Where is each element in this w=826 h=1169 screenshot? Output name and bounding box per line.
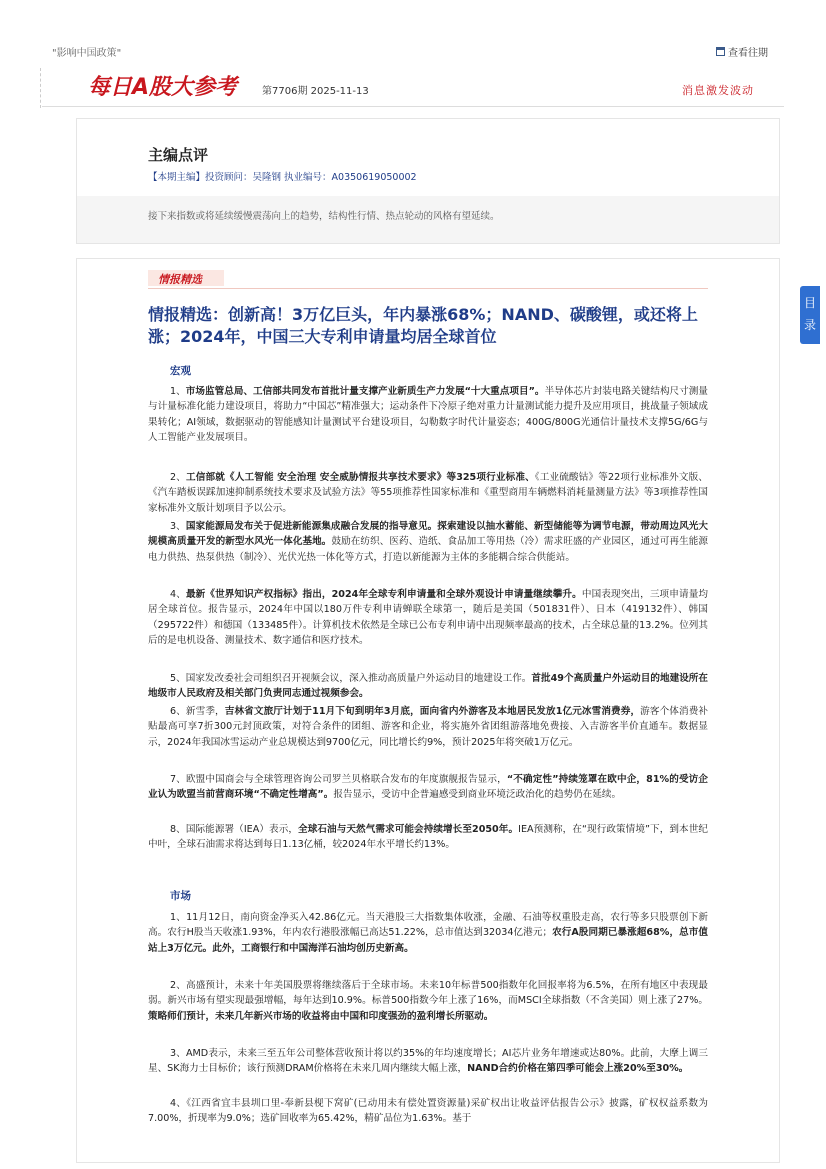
newsletter-header [42, 62, 784, 107]
market-item-4: 4、《江西省宜丰县圳口里-奉新县枧下窝矿(已动用未有偿处置资源量)采矿权出让收益评估报告公示》披露，矿权权益系数为7.00%，折现率为9.0%；选矿回收率为65.42%，精矿品位为1.63%。基于 [148, 1098, 708, 1125]
slogan: 消息激发波动 [682, 84, 754, 97]
source-label: "影响中国政策" [52, 48, 122, 59]
macro-item-4: 4、最新《世界知识产权指标》指出，2024年全球专利申请量和全球外观设计申请量继续攀升。中国表现突出，三项申请量均居全球首位。报告显示，2024年中国以180万件专利申请蝉联全球第一，随后是美国（501831件）、日本（419132件）、韩国（295722件）和德国（133485件）。计算机技术依然是全球已公布专利申请中出现频率最高的技术，占全球总量的13.2%。位列其后的是电机设备、测量技术、数字通信和医疗技术。 [148, 589, 709, 647]
editor-title: 主编点评 [148, 146, 209, 164]
market-item-1: 1、11月12日，南向资金净买入42.86亿元。当天港股三大指数集体收涨，金融、石油等权重股走高，农行等多只股票创下新高。农行H股当天收涨1.93%，年内农行港股涨幅已高达51.22%，总市值达到32034亿港元；农行A股同期已暴涨超68%，总市值站上3万亿元。此外，工商银行和中国海洋石油均创历史新高。 [148, 912, 708, 954]
macro-item-3: 3、国家能源局发布关于促进新能源集成融合发展的指导意见。探索建设以抽水蓄能、新型储能等为调节电源，带动周边风光大规模高质量开发的新型水风光一体化基地。鼓励在纺织、医药、造纸、食品加工等用热（冷）需求旺盛的产业园区，通过可再生能源电力供热、热泵供热（制冷）、光伏光热一体化等方式，打造以新能源为主体的多能耦合综合供能站。 [148, 521, 709, 563]
article-title: 情报精选：创新高！3万亿巨头，年内暴涨68%；NAND、碳酸锂，或还将上涨；2024年，中国三大专利申请量均居全球首位 [148, 305, 698, 346]
toc-button[interactable]: 目录 [800, 286, 820, 344]
macro-item-8: 8、国际能源署（IEA）表示，全球石油与天然气需求可能会持续增长至2050年。IEA预测称，在“现行政策情境”下，到本世纪中叶，全球石油需求将达到每日1.13亿桶，较2024年水平增长约13%。 [148, 824, 708, 851]
market-item-2: 2、高盛预计，未来十年美国股票将继续落后于全球市场。未来10年标普500指数年化回报率将为6.5%，在所有地区中表现最弱。新兴市场有望实现最强增幅，每年达到10.9%。标普500指数今年上涨了16%，而MSCI全球指数（不含美国）则上涨了27%。策略师们预计，未来几年新兴市场的收益将由中国和印度强劲的盈利增长所驱动。 [148, 980, 708, 1022]
macro-item-1: 1、市场监管总局、工信部共同发布首批计量支撑产业新质生产力发展“十大重点项目”。半导体芯片封装电路关键结构尺寸测量与计量标准化能力建设项目，将助力“中国芯”精准强大；运动条件下冷原子绝对重力计量测试能力提升及应用项目，挑战量子领域成果转化；AI领域，数据驱动的智能感知计量测试平台建设项目，勾勒数字时代计量姿态；400G/800G光通信计量技术支撑5G/6G与人工智能产业发展项目。 [148, 386, 708, 444]
history-link[interactable] [716, 44, 768, 59]
history-link-label: 查看往期 [728, 48, 768, 59]
section-tag [148, 270, 224, 286]
macro-heading: 宏观 [170, 365, 191, 377]
macro-item-6: 6、新雪季，吉林省文旅厅计划于11月下旬到明年3月底，面向省内外游客及本地居民发放1亿元冰雪消费券，游客个体消费补贴最高可享7折300元封顶政策，对符合条件的团组、游客和企业，将实施外省团组游落地免费接、入吉游客半价直通车。数据显示，2024年我国冰雪运动产业总规模达到9700亿元，同比增长约9%，预计2025年将突破1万亿元。 [148, 706, 709, 748]
macro-item-2: 2、工信部就《人工智能 安全治理 安全威胁情报共享技术要求》等325项行业标准、《工业硫酸钴》等22项行业标准外文版、《汽车踏板误踩加速抑制系统技术要求及试验方法》等55项推荐性国家标准和《重型商用车辆燃料消耗量测量方法》等3项推荐性国家标准外文版计划项目予以公示。 [148, 472, 708, 514]
editor-meta: 【本期主编】投资顾问：吴隆钢 执业编号：A0350619050002 [148, 172, 417, 183]
section-divider [148, 288, 708, 289]
market-item-3: 3、AMD表示，未来三至五年公司整体营收预计将以约35%的年均速度增长；AI芯片业务年增速或达80%。此前，大摩上调三星、SK海力士目标价；该行预测DRAM价格将在未来几周内继续大幅上涨，NAND合约价格在第四季可能会上涨20%至30%。 [148, 1048, 708, 1075]
issue-info: 第7706期 2025-11-13 [262, 86, 369, 97]
calendar-icon [716, 47, 725, 56]
macro-item-5: 5、国家发改委社会司组织召开视频会议，深入推动高质量户外运动目的地建设工作。首批49个高质量户外运动目的地建设所在地级市人民政府及相关部门负责同志通过视频参会。 [148, 673, 708, 700]
section-tag-label: 情报精选 [158, 273, 202, 286]
editor-comment: 接下来指数或将延续缓慢震荡向上的趋势，结构性行情、热点轮动的风格有望延续。 [148, 211, 500, 222]
logo: 每日A股大参考 [88, 75, 238, 100]
macro-item-7: 7、欧盟中国商会与全球管理咨询公司罗兰贝格联合发布的年度旗舰报告显示，“不确定性”持续笼罩在欧中企，81%的受访企业认为欧盟当前营商环境“不确定性增高”。报告显示，受访中企普遍感受到商业环境泛政治化的趋势仍在延续。 [148, 774, 709, 801]
market-heading: 市场 [170, 890, 191, 902]
